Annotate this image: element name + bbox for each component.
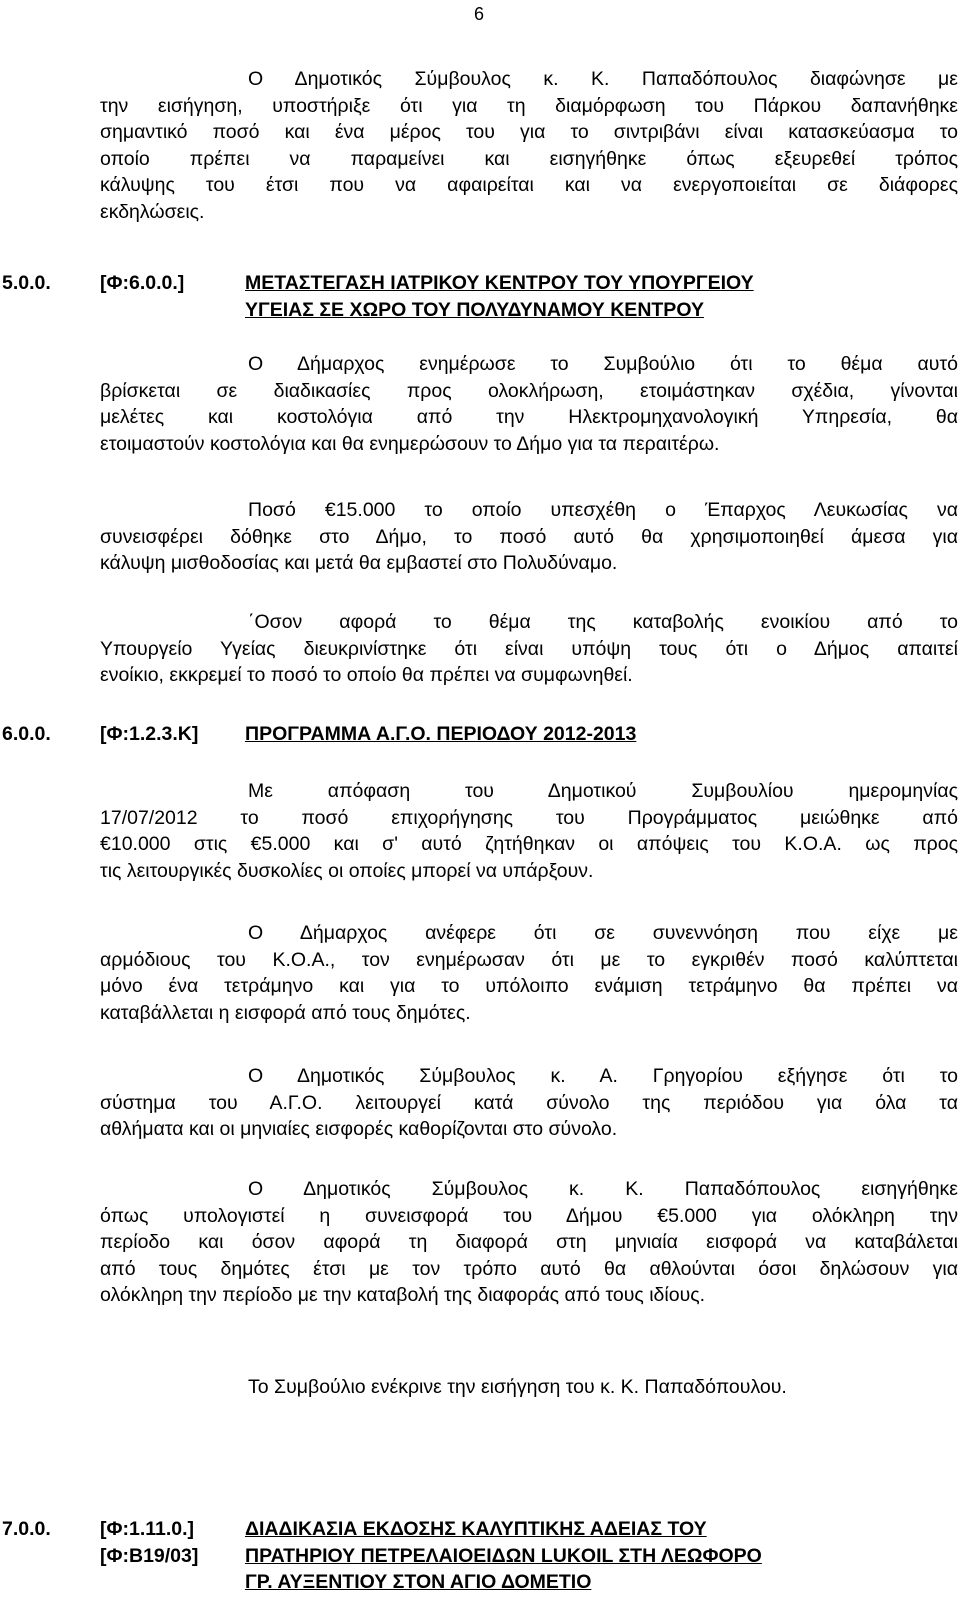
paragraph bbox=[100, 778, 958, 884]
section-number: 5.0.0. bbox=[2, 272, 51, 294]
text-line: Ο Δημοτικός Σύμβουλος κ. Α. Γρηγορίου εξήγησε ότι το bbox=[248, 1065, 958, 1087]
text-line: όπως υπολογιστεί η συνεισφορά του Δήμου €5.000 για ολόκληρη την bbox=[100, 1204, 958, 1227]
section-number: 7.0.0. bbox=[2, 1518, 51, 1540]
text-line: την εισήγηση, υποστήριξε ότι για τη διαμόρφωση του Πάρκου δαπανήθηκε bbox=[100, 94, 958, 117]
page-number: 6 bbox=[474, 4, 485, 24]
paragraph bbox=[100, 609, 958, 689]
text-line: Ποσό €15.000 το οποίο υπεσχέθη ο Έπαρχος Λευκωσίας να bbox=[248, 499, 958, 521]
text-line: βρίσκεται σε διαδικασίες προς ολοκλήρωση, ετοιμάστηκαν σχέδια, γίνονται bbox=[100, 379, 958, 402]
title-line: ΥΓΕΙΑΣ ΣΕ ΧΩΡΟ ΤΟΥ ΠΟΛΥΔΥΝΑΜΟΥ ΚΕΝΤΡΟΥ bbox=[245, 298, 704, 321]
title-line: ΔΙΑΔΙΚΑΣΙΑ ΕΚΔΟΣΗΣ ΚΑΛΥΠΤΙΚΗΣ ΑΔΕΙΑΣ ΤΟΥ bbox=[245, 1518, 707, 1540]
text-line: καταβάλλεται η εισφορά από τους δημότες. bbox=[100, 1001, 471, 1024]
text-line: αθλήματα και οι μηνιαίες εισφορές καθορίζονται στο σύνολο. bbox=[100, 1118, 618, 1140]
section-title bbox=[245, 270, 754, 323]
text-line: αρμόδιους του Κ.Ο.Α., τον ενημέρωσαν ότι με το εγκριθέν ποσό καλύπτεται bbox=[100, 948, 958, 971]
text-line: κάλυψης του έτσι που να αφαιρείται και να ενεργοποιείται σε διάφορες bbox=[100, 174, 958, 196]
text-line: τις λειτουργικές δυσκολίες οι οποίες μπορεί να υπάρξουν. bbox=[100, 859, 594, 882]
text-line: μελέτες και κοστολόγια από την Ηλεκτρομηχανολογική Υπηρεσία, θα bbox=[100, 406, 958, 428]
text-line: Με απόφαση του Δημοτικού Συμβουλίου ημερομηνίας bbox=[248, 780, 958, 802]
text-line: ολόκληρη την περίοδο με την καταβολή της διαφοράς από τους ιδίους. bbox=[100, 1284, 706, 1306]
paragraph bbox=[100, 351, 958, 457]
text-line: Υπουργείο Υγείας διευκρινίστηκε ότι είναι υπόψη τους ότι ο Δήμος απαιτεί bbox=[100, 637, 958, 660]
text-line: από τους δημότες έτσι με τον τρόπο αυτό θα αθλούνται όσοι δηλώσουν για bbox=[100, 1257, 958, 1280]
section-reference: [Φ:6.0.0.] bbox=[100, 272, 185, 294]
paragraph bbox=[100, 1063, 958, 1143]
reference-line: [Φ:Β19/03] bbox=[100, 1544, 199, 1567]
text-line: κάλυψη μισθοδοσίας και μετά θα εμβαστεί στο Πολυδύναμο. bbox=[100, 552, 618, 574]
paragraph bbox=[100, 1176, 958, 1309]
text-line: ετοιμαστούν κοστολόγια και θα ενημερώσουν το Δήμο για τα περαιτέρω. bbox=[100, 432, 720, 455]
text-line: Το Συμβούλιο ενέκρινε την εισήγηση του κ. Κ. Παπαδόπουλου. bbox=[248, 1376, 787, 1398]
paragraph bbox=[100, 1374, 958, 1401]
section-title bbox=[245, 1516, 762, 1596]
section-reference bbox=[100, 1516, 198, 1569]
text-line: σύστημα του Α.Γ.Ο. λειτουργεί κατά σύνολο της περιόδου για όλα τα bbox=[100, 1091, 958, 1114]
text-line: εκδηλώσεις. bbox=[100, 200, 205, 223]
text-line: ΄Οσον αφορά το θέμα της καταβολής ενοικίου από το bbox=[248, 611, 958, 633]
text-line: Ο Δήμαρχος ανέφερε ότι σε συνεννόηση που είχε με bbox=[248, 922, 958, 944]
text-line: συνεισφέρει δόθηκε στο Δήμο, το ποσό αυτό θα χρησιμοποιηθεί άμεσα για bbox=[100, 525, 958, 548]
title-line: ΠΡΑΤΗΡΙΟΥ ΠΕΤΡΕΛΑΙΟΕΙΔΩΝ LUKOIL ΣΤΗ ΛΕΩΦΟΡΟ bbox=[245, 1544, 762, 1567]
text-line: οποίο πρέπει να παραμείνει και εισηγήθηκε όπως εξευρεθεί τρόπος bbox=[100, 147, 958, 170]
text-line: σημαντικό ποσό και ένα μέρος του για το σιντριβάνι είναι κατασκεύασμα το bbox=[100, 121, 958, 143]
text-line: περίοδο και όσον αφορά τη διαφορά στη μηνιαία εισφορά να καταβάλεται bbox=[100, 1231, 958, 1253]
text-line: €10.000 στις €5.000 και σ' αυτό ζητήθηκαν οι απόψεις του Κ.Ο.Α. ως προς bbox=[100, 833, 958, 855]
title-line: ΓΡ. ΑΥΞΕΝΤΙΟΥ ΣΤΟΝ ΑΓΙΟ ΔΟΜΕΤΙΟ bbox=[245, 1571, 592, 1593]
text-line: ενοίκιο, εκκρεμεί το ποσό το οποίο θα πρέπει να συμφωνηθεί. bbox=[100, 664, 633, 686]
title-line: ΜΕΤΑΣΤΕΓΑΣΗ ΙΑΤΡΙΚΟΥ ΚΕΝΤΡΟΥ ΤΟΥ ΥΠΟΥΡΓΕΙΟΥ bbox=[245, 272, 754, 294]
text-line: Ο Δημοτικός Σύμβουλος κ. Κ. Παπαδόπουλος διαφώνησε με bbox=[248, 68, 958, 90]
title-line: ΠΡΟΓΡΑΜΜΑ Α.Γ.Ο. ΠΕΡΙΟΔΟΥ 2012-2013 bbox=[245, 723, 637, 745]
paragraph bbox=[100, 920, 958, 1026]
text-line: μόνο ένα τετράμηνο και για το υπόλοιπο ενάμιση τετράμηνο θα πρέπει να bbox=[100, 975, 958, 997]
text-line: Ο Δήμαρχος ενημέρωσε το Συμβούλιο ότι το θέμα αυτό bbox=[248, 353, 958, 375]
section-title bbox=[245, 721, 636, 748]
paragraph bbox=[100, 497, 958, 577]
section-number: 6.0.0. bbox=[2, 723, 51, 745]
text-line: Ο Δημοτικός Σύμβουλος κ. Κ. Παπαδόπουλος εισηγήθηκε bbox=[248, 1178, 958, 1200]
text-line: 17/07/2012 το ποσό επιχορήγησης του Προγράμματος μειώθηκε από bbox=[100, 806, 958, 829]
paragraph-intro bbox=[100, 66, 958, 225]
section-reference: [Φ:1.2.3.Κ] bbox=[100, 723, 199, 745]
reference-line: [Φ:1.11.0.] bbox=[100, 1518, 195, 1540]
